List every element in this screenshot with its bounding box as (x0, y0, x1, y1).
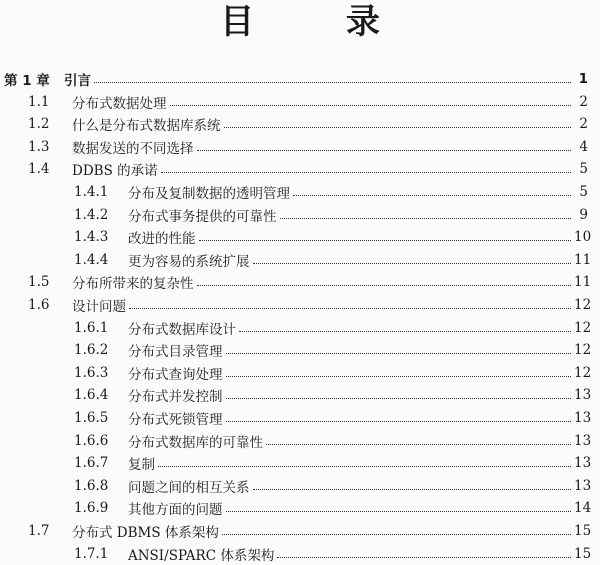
toc-entry-title: 更为容易的系统扩展 (128, 253, 250, 270)
toc-entry-title: ANSI/SPARC 体系架构 (128, 547, 275, 564)
toc-entry-title: 分布所带来的复杂性 (72, 276, 194, 293)
dot-leader (253, 488, 572, 490)
dot-leader (226, 352, 572, 354)
toc-entry-number: 1.6.7 (74, 455, 109, 472)
toc-entry-page: 12 (574, 297, 592, 313)
toc-entry-page: 11 (574, 251, 592, 268)
dot-leader (224, 126, 572, 128)
toc-entry-number: 1.6 (28, 297, 50, 313)
toc-entry-page: 9 (579, 206, 588, 223)
toc-entry-title: 分布式事务提供的可靠性 (128, 208, 277, 225)
toc-entry-number: 1.4 (28, 161, 50, 178)
toc-entry[interactable] (28, 91, 588, 113)
toc-entry-page: 15 (574, 523, 592, 539)
toc-entry-page: 4 (579, 138, 588, 155)
toc-entry-page: 2 (579, 116, 588, 133)
dot-leader (158, 465, 571, 467)
toc-entry[interactable] (74, 384, 592, 406)
toc-entry[interactable] (28, 520, 592, 542)
toc-entry-page: 1 (578, 71, 588, 87)
toc-entry-number: 1.4.3 (74, 229, 109, 246)
toc-entry[interactable] (74, 226, 592, 248)
toc-entry-page: 13 (574, 387, 592, 404)
toc-entry[interactable] (74, 181, 588, 203)
toc-entry-title: 问题之间的相互关系 (128, 479, 250, 496)
toc-entry-number: 第 1 章 (4, 73, 50, 89)
dot-leader (253, 262, 572, 264)
toc-entry-number: 1.6.5 (74, 410, 109, 426)
toc-entry[interactable] (74, 317, 592, 339)
dot-leader (197, 149, 572, 151)
dot-leader (226, 397, 572, 399)
toc-entry-title: 分布式查询处理 (128, 366, 223, 383)
toc-entry[interactable] (74, 430, 592, 452)
toc-entry-title: 分布式目录管理 (128, 344, 223, 361)
toc-entry[interactable] (28, 271, 592, 293)
dot-leader (129, 307, 571, 309)
dot-leader (280, 217, 572, 219)
dot-leader (293, 194, 571, 196)
toc-entry-title: 设计问题 (72, 299, 126, 315)
toc-entry-number: 1.4.2 (74, 206, 109, 223)
toc-entry[interactable] (74, 362, 592, 384)
toc-entry-title: 分布式数据库的可靠性 (128, 434, 263, 451)
toc-entry-page: 10 (574, 229, 592, 246)
dot-leader (94, 81, 571, 83)
dot-leader (277, 556, 571, 558)
toc-entry[interactable] (28, 136, 588, 158)
toc-entry[interactable] (74, 204, 588, 226)
toc-entry-number: 1.4.4 (74, 251, 109, 268)
dot-leader (226, 375, 572, 377)
toc-entry[interactable] (74, 452, 592, 474)
toc-entry-number: 1.6.2 (74, 342, 109, 359)
toc-entry-number: 1.1 (28, 93, 50, 110)
dot-leader (170, 104, 572, 106)
dot-leader (161, 171, 571, 173)
toc-entry[interactable] (4, 68, 588, 90)
toc-entry-number: 1.6.4 (74, 387, 109, 404)
toc-entry-number: 1.6.8 (74, 477, 109, 494)
dot-leader (266, 443, 571, 445)
toc-entry-number: 1.6.3 (74, 364, 109, 381)
dot-leader (226, 420, 572, 422)
toc-entry-title: 引言 (64, 73, 91, 89)
toc-entry-number: 1.2 (28, 116, 50, 133)
toc-entry-title: 其他方面的问题 (128, 502, 223, 519)
toc-entry-page: 13 (574, 410, 592, 426)
toc-entry-number: 1.7 (28, 523, 50, 539)
dot-leader (197, 284, 572, 286)
toc-entry-title: DDBS 的承诺 (72, 163, 158, 180)
toc-entry[interactable] (74, 249, 592, 271)
toc-entry-title: 数据发送的不同选择 (72, 140, 194, 157)
toc-entry-page: 2 (579, 93, 588, 110)
dot-leader (226, 510, 572, 512)
dot-leader (199, 239, 572, 241)
toc-entry-page: 12 (574, 364, 592, 381)
toc-entry-page: 13 (574, 455, 592, 472)
toc-entry-page: 11 (574, 274, 592, 291)
dot-leader (222, 533, 571, 535)
toc-entry[interactable] (28, 158, 588, 180)
toc-entry-title: 分布及复制数据的透明管理 (128, 186, 290, 202)
toc-entry-number: 1.6.9 (74, 500, 109, 517)
toc-entry[interactable] (74, 497, 592, 519)
toc-entry-page: 12 (574, 342, 592, 359)
toc-entry[interactable] (74, 339, 592, 361)
toc-entry-number: 1.6.6 (74, 432, 109, 449)
toc-entry[interactable] (74, 475, 592, 497)
toc-entry-title: 分布式 DBMS 体系架构 (72, 525, 219, 541)
toc-entry-title: 分布式死锁管理 (128, 412, 223, 428)
toc-entry-number: 1.7.1 (74, 545, 109, 562)
toc-entry-number: 1.5 (28, 274, 50, 291)
toc-entry[interactable] (74, 407, 592, 429)
toc-entry-page: 14 (574, 500, 592, 517)
toc-entry-title: 改进的性能 (128, 231, 196, 248)
toc-entry-page: 5 (579, 184, 588, 200)
dot-leader (239, 330, 571, 332)
toc-entry-title: 分布式数据处理 (72, 95, 167, 112)
toc-entry-page: 13 (574, 432, 592, 449)
toc-entry-title: 分布式数据库设计 (128, 321, 236, 338)
toc-entry-title: 什么是分布式数据库系统 (72, 118, 221, 135)
page-title: 目 录 (220, 2, 420, 42)
toc-entry-number: 1.4.1 (74, 184, 109, 200)
toc-entry-page: 13 (574, 477, 592, 494)
toc-entry-page: 12 (574, 319, 592, 336)
toc-entry-title: 复制 (128, 457, 155, 474)
toc-entry-number: 1.3 (28, 138, 50, 155)
toc-entry[interactable] (28, 294, 592, 316)
toc-entry-page: 5 (579, 161, 588, 178)
toc-entry-title: 分布式并发控制 (128, 389, 223, 406)
toc-entry[interactable] (28, 113, 588, 135)
toc-entry-page: 15 (574, 545, 592, 562)
toc-entry-number: 1.6.1 (74, 319, 109, 336)
